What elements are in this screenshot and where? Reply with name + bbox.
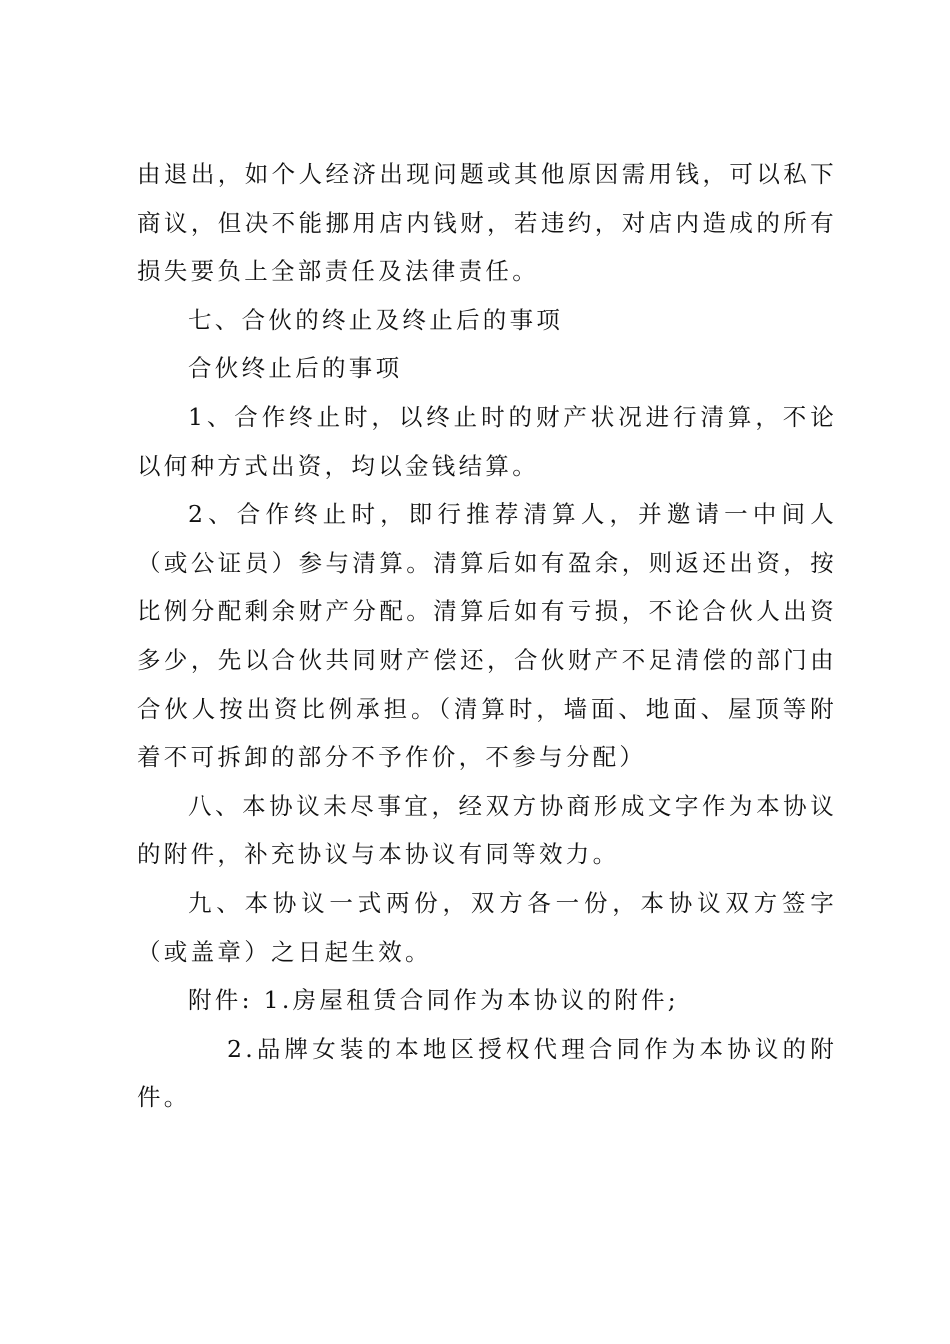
paragraph-exit-clause: 由退出，如个人经济出现问题或其他原因需用钱，可以私下商议，但决不能挪用店内钱财，若违约，对店内造成的所有损失要负上全部责任及法律责任。 xyxy=(137,160,837,286)
paragraph-item-2: 2、合作终止时，即行推荐清算人，并邀请一中间人（或公证员）参与清算。清算后如有盈余，则返还出资，按比例分配剩余财产分配。清算后如有亏损，不论合伙人出资多少，先以合伙共同财产偿还，合伙财产不足清偿的部门由合伙人按出资比例承担。（清算时，墙面、地面、屋顶等附着不可拆卸的部分不予作价，不参与分配） xyxy=(137,500,837,772)
section-heading-seven: 七、合伙的终止及终止后的事项 xyxy=(188,305,564,334)
attachment-2: 2.品牌女装的本地区授权代理合同作为本协议的附件。 xyxy=(137,1034,837,1112)
section-eight: 八、本协议未尽事宜，经双方协商形成文字作为本协议的附件，补充协议与本协议有同等效力。 xyxy=(137,791,837,869)
document-body xyxy=(137,150,837,1122)
paragraph-item-1: 1、合作终止时，以终止时的财产状况进行清算，不论以何种方式出资，均以金钱结算。 xyxy=(137,402,837,480)
subheading-after-termination: 合伙终止后的事项 xyxy=(188,354,403,383)
section-nine: 九、本协议一式两份，双方各一份，本协议双方签字（或盖章）之日起生效。 xyxy=(137,888,837,966)
attachment-1: 附件: 1.房屋租赁合同作为本协议的附件; xyxy=(188,986,680,1015)
